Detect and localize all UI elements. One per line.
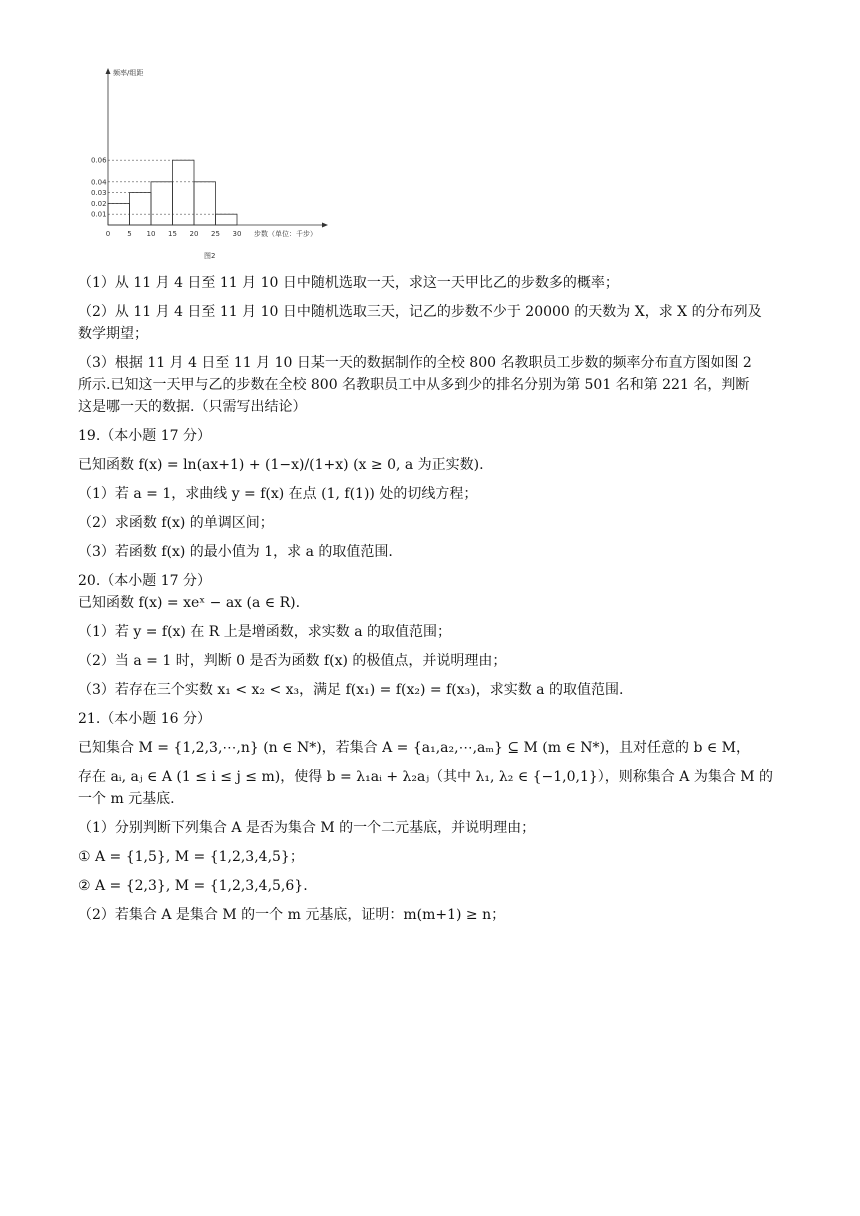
x-tick-label-2: 10 xyxy=(146,230,156,238)
histogram-bars xyxy=(108,160,237,225)
bar-5-10 xyxy=(130,193,152,225)
x-tick-label-4: 20 xyxy=(189,230,199,238)
q21-stem-line3: 一个 m 元基底. xyxy=(78,791,175,807)
q20-part2: （2）当 a = 1 时，判断 0 是否为函数 f(x) 的极值点，并说明理由； xyxy=(78,653,507,669)
y-axis-arrow xyxy=(106,68,111,74)
x-tick-label-0: 0 xyxy=(105,230,111,238)
q18-part2-line2: 数学期望； xyxy=(78,326,148,342)
x-tick-label-1: 5 xyxy=(127,230,132,238)
q21-part2: （2）若集合 A 是集合 M 的一个 m 元基底，证明：m(m+1) ≥ n； xyxy=(78,907,506,923)
y-tick-label-1: 0.04 xyxy=(91,178,107,187)
y-tick-label-4: 0.01 xyxy=(91,210,107,219)
q18-part1: （1）从 11 月 4 日至 11 月 10 日中随机选取一天，求这一天甲比乙的步数多的概率； xyxy=(78,275,619,291)
q20-part1: （1）若 y = f(x) 在 R 上是增函数，求实数 a 的取值范围； xyxy=(78,624,452,640)
q19-part1: （1）若 a = 1，求曲线 y = f(x) 在点 (1, f(1)) 处的切线方程； xyxy=(78,486,478,502)
q18-part2-line1: （2）从 11 月 4 日至 11 月 10 日中随机选取三天，记乙的步数不少于 20000 的天数为 X，求 X 的分布列及 xyxy=(78,304,762,320)
x-tick-label-5: 25 xyxy=(211,230,220,238)
x-tick-labels xyxy=(106,230,242,238)
q18-part3-line3: 这是哪一天的数据.（只需写出结论） xyxy=(78,399,307,415)
figure-caption: 图2 xyxy=(204,252,216,260)
y-axis-label: 频率/组距 xyxy=(113,69,144,77)
q21-heading: 21.（本小题 16 分） xyxy=(78,711,211,727)
histogram-chart xyxy=(80,62,340,262)
bar-25-30 xyxy=(216,214,238,225)
q20-part3: （3）若存在三个实数 x₁ < x₂ < x₃，满足 f(x₁) = f(x₂) = f(x₃)，求实数 a 的取值范围. xyxy=(78,682,624,698)
q19-part3: （3）若函数 f(x) 的最小值为 1，求 a 的取值范围. xyxy=(78,544,393,560)
q21-part1: （1）分别判断下列集合 A 是否为集合 M 的一个二元基底，并说明理由； xyxy=(78,820,536,836)
y-tick-label-2: 0.03 xyxy=(91,189,107,198)
y-tick-label-3: 0.02 xyxy=(91,199,107,208)
q21-part1-case1: ① A = {1,5}, M = {1,2,3,4,5}； xyxy=(78,849,304,865)
x-tick-label-3: 15 xyxy=(168,230,177,238)
exam-text xyxy=(78,272,790,926)
x-axis-label: 步数（单位：千步） xyxy=(254,230,317,238)
q19-part2: （2）求函数 f(x) 的单调区间； xyxy=(78,515,274,531)
q20-heading: 20.（本小题 17 分） xyxy=(78,573,211,589)
bar-20-25 xyxy=(194,182,216,225)
x-axis-arrow xyxy=(322,223,328,228)
y-tick-labels xyxy=(91,157,107,219)
q18-part3-line2: 所示.已知这一天甲与乙的步数在全校 800 名教职员工中从多到少的排名分别为第 501 名和第 221 名，判断 xyxy=(78,377,750,393)
q19-stem: 已知函数 f(x) = ln(ax+1) + (1−x)/(1+x) (x ≥ 0, a 为正实数). xyxy=(78,457,484,473)
q20-stem: 已知函数 f(x) = xeˣ − ax (a ∈ R). xyxy=(78,595,301,611)
y-tick-label-0: 0.06 xyxy=(91,156,107,165)
bar-0-5 xyxy=(108,203,130,225)
q21-stem-line2: 存在 aᵢ, aⱼ ∈ A (1 ≤ i ≤ j ≤ m)，使得 b = λ₁aᵢ + λ₂aⱼ（其中 λ₁, λ₂ ∈ {−1,0,1}），则称集合 A 为集合 M 的 xyxy=(78,769,774,785)
x-tick-label-6: 30 xyxy=(232,230,242,238)
q18-part3-line1: （3）根据 11 月 4 日至 11 月 10 日某一天的数据制作的全校 800 名教职员工步数的频率分布直方图如图 2 xyxy=(78,355,752,371)
bar-10-15 xyxy=(151,182,173,225)
q19-heading: 19.（本小题 17 分） xyxy=(78,428,211,444)
bar-15-20 xyxy=(173,160,195,225)
q21-part1-case2: ② A = {2,3}, M = {1,2,3,4,5,6}. xyxy=(78,878,308,894)
q21-stem-line1: 已知集合 M = {1,2,3,⋯,n} (n ∈ N*)，若集合 A = {a₁,a₂,⋯,aₘ} ⊆ M (m ∈ N*)，且对任意的 b ∈ M， xyxy=(78,740,751,756)
